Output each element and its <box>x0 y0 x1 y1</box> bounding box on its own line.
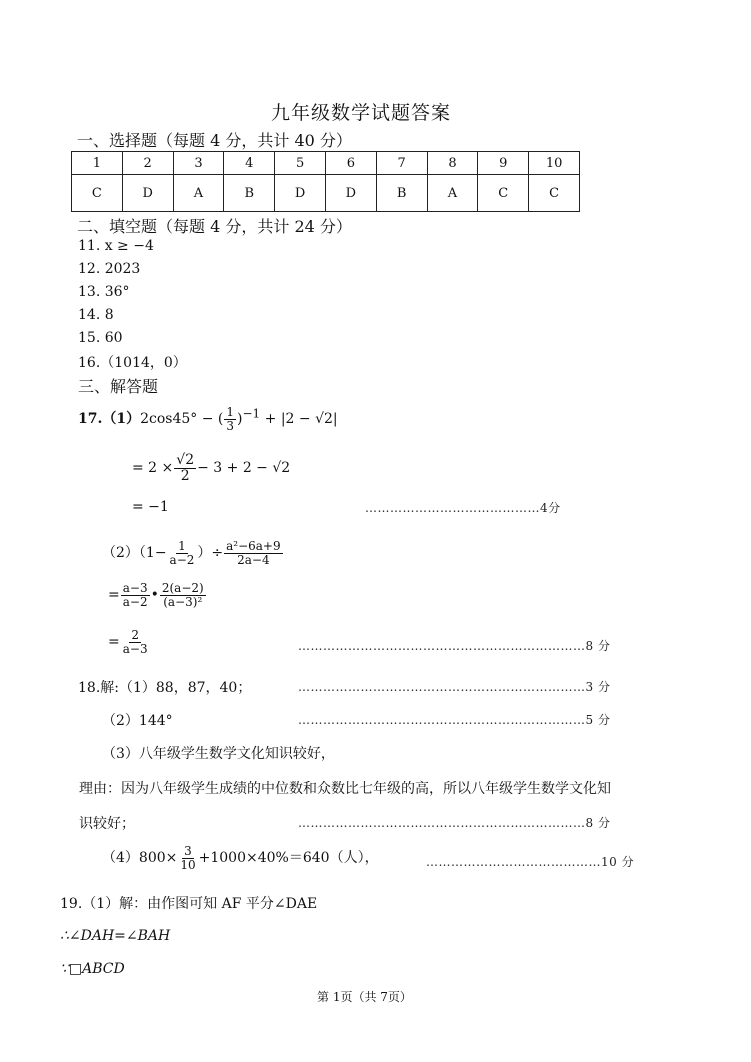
q19-line2: ∴∠DAH=∠BAH <box>60 928 171 944</box>
q18-score-5: ……………………………………………………………5 分 <box>298 713 611 727</box>
question-number: 8 <box>427 152 478 175</box>
q18-line6 <box>102 845 379 871</box>
q17-fraction <box>224 406 236 432</box>
answer-cell: C <box>478 175 529 212</box>
question-number: 9 <box>478 152 529 175</box>
question-number: 2 <box>122 152 173 175</box>
q17-step3-dot: • <box>150 587 159 604</box>
q17-frac-den: 3 <box>226 418 235 433</box>
q18-line4: 理由：因为八年级学生成绩的中位数和众数比七年级的高，所以八年级学生数学文化知 <box>79 781 611 797</box>
q17-step3-frac1 <box>121 582 150 608</box>
q17-s3-f2-num: 2(a−2) <box>161 581 204 595</box>
question-number: 6 <box>325 152 376 175</box>
q17-step1-num: √2 <box>176 452 195 468</box>
q18-score-3: ……………………………………………………………3 分 <box>298 680 611 694</box>
page-footer: 第 1页（共 7页） <box>317 990 412 1004</box>
fill-answer-14: 14. 8 <box>78 307 114 323</box>
q18-l6-num: 3 <box>184 844 192 858</box>
section1-heading: 一、选择题（每题 4 分，共计 40 分） <box>77 131 352 150</box>
page-title: 九年级数学试题答案 <box>271 102 452 124</box>
answer-cell: D <box>325 175 376 212</box>
answer-cell: B <box>376 175 427 212</box>
q17-step1 <box>132 453 290 483</box>
q17-s4-den: a−3 <box>122 641 148 656</box>
q18-line5: 识较好； <box>79 816 135 832</box>
fill-answer-13: 13. 36° <box>78 284 130 300</box>
answer-table-answer-row <box>72 175 580 212</box>
q17-step3 <box>108 582 207 608</box>
question-number: 3 <box>173 152 224 175</box>
answer-table <box>71 151 580 212</box>
q17-step2: = −1 <box>132 499 169 515</box>
q17-frac-num: 1 <box>226 405 235 419</box>
q17-expr-a: 2cos45° − ( <box>140 411 224 428</box>
q17-step4 <box>108 629 151 655</box>
answer-cell: A <box>173 175 224 212</box>
q17-p2-label: （2）（1− <box>102 545 167 562</box>
q17-step1-b: − 3 + 2 − √2 <box>197 460 291 477</box>
q18-score-10: ……………………………………10 分 <box>426 855 635 869</box>
q17-p2-frac2 <box>224 540 283 566</box>
q17-score-8: ……………………………………………………………8 分 <box>298 639 611 653</box>
question-number: 5 <box>275 152 326 175</box>
answer-cell: A <box>427 175 478 212</box>
q17-s4-num: 2 <box>131 628 139 642</box>
q17-step1-den: 2 <box>180 467 190 484</box>
answer-cell: D <box>122 175 173 212</box>
q17-expr-c: + |2 − √2| <box>260 411 338 428</box>
q17-s3-f2-den: (a−3)² <box>163 594 203 609</box>
q17-step1-fraction <box>174 453 196 483</box>
answer-cell: C <box>72 175 123 212</box>
q19-line1: 19.（1）解：由作图可知 AF 平分∠DAE <box>60 896 318 912</box>
q18-score-8: ……………………………………………………………8 分 <box>298 816 611 830</box>
q18-line2: （2）144° <box>102 713 173 729</box>
answer-table-number-row <box>72 152 580 175</box>
q17-label: 17.（1） <box>78 411 141 428</box>
q17-p2-f1-num: 1 <box>178 539 186 553</box>
answer-cell: C <box>529 175 580 212</box>
question-number: 4 <box>224 152 275 175</box>
question-number: 7 <box>376 152 427 175</box>
q17-p2-frac1 <box>168 540 197 566</box>
q17-exponent: −1 <box>242 406 261 421</box>
q19-line3: ∵□ABCD <box>60 961 125 977</box>
q17-p2-f2-num: a²−6a+9 <box>226 539 281 553</box>
q17-part2 <box>102 540 284 566</box>
answer-cell: B <box>224 175 275 212</box>
fill-answer-16: 16.（1014，0） <box>78 355 187 371</box>
q17-expr-b: ) <box>237 411 243 428</box>
q17-s3-f1-num: a−3 <box>122 581 148 595</box>
q18-l6-frac <box>178 845 197 871</box>
question-number: 1 <box>72 152 123 175</box>
q18-l6-den: 10 <box>180 857 196 872</box>
q17-part1 <box>78 406 338 432</box>
fill-answer-15: 15. 60 <box>78 330 123 346</box>
q18-line1: 18.解:（1）88，87，40； <box>78 680 252 696</box>
q18-l6-a: （4）800× <box>102 850 178 867</box>
q17-step3-frac2 <box>160 582 206 608</box>
fill-answer-11: 11. x ≥ −4 <box>78 238 154 254</box>
q17-step4-eq: = <box>108 634 120 651</box>
q17-p2-f2-den: 2a−4 <box>237 552 270 567</box>
section2-heading: 二、填空题（每题 4 分，共计 24 分） <box>77 217 352 236</box>
q17-step4-frac <box>121 629 150 655</box>
question-number: 10 <box>529 152 580 175</box>
q18-line3: （3）八年级学生数学文化知识较好， <box>102 746 335 762</box>
q17-score-4: ……………………………………4分 <box>365 501 561 515</box>
q17-step1-a: = 2 × <box>132 460 174 477</box>
q17-step3-eq: = <box>108 587 120 604</box>
q17-p2-f1-den: a−2 <box>169 552 195 567</box>
section3-heading: 三、解答题 <box>78 377 159 396</box>
q17-s3-f1-den: a−2 <box>122 594 148 609</box>
q18-l6-b: +1000×40%＝640（人）， <box>198 850 379 867</box>
fill-answer-12: 12. 2023 <box>78 261 141 277</box>
answer-cell: D <box>275 175 326 212</box>
q17-p2-mid: ）÷ <box>197 545 224 562</box>
